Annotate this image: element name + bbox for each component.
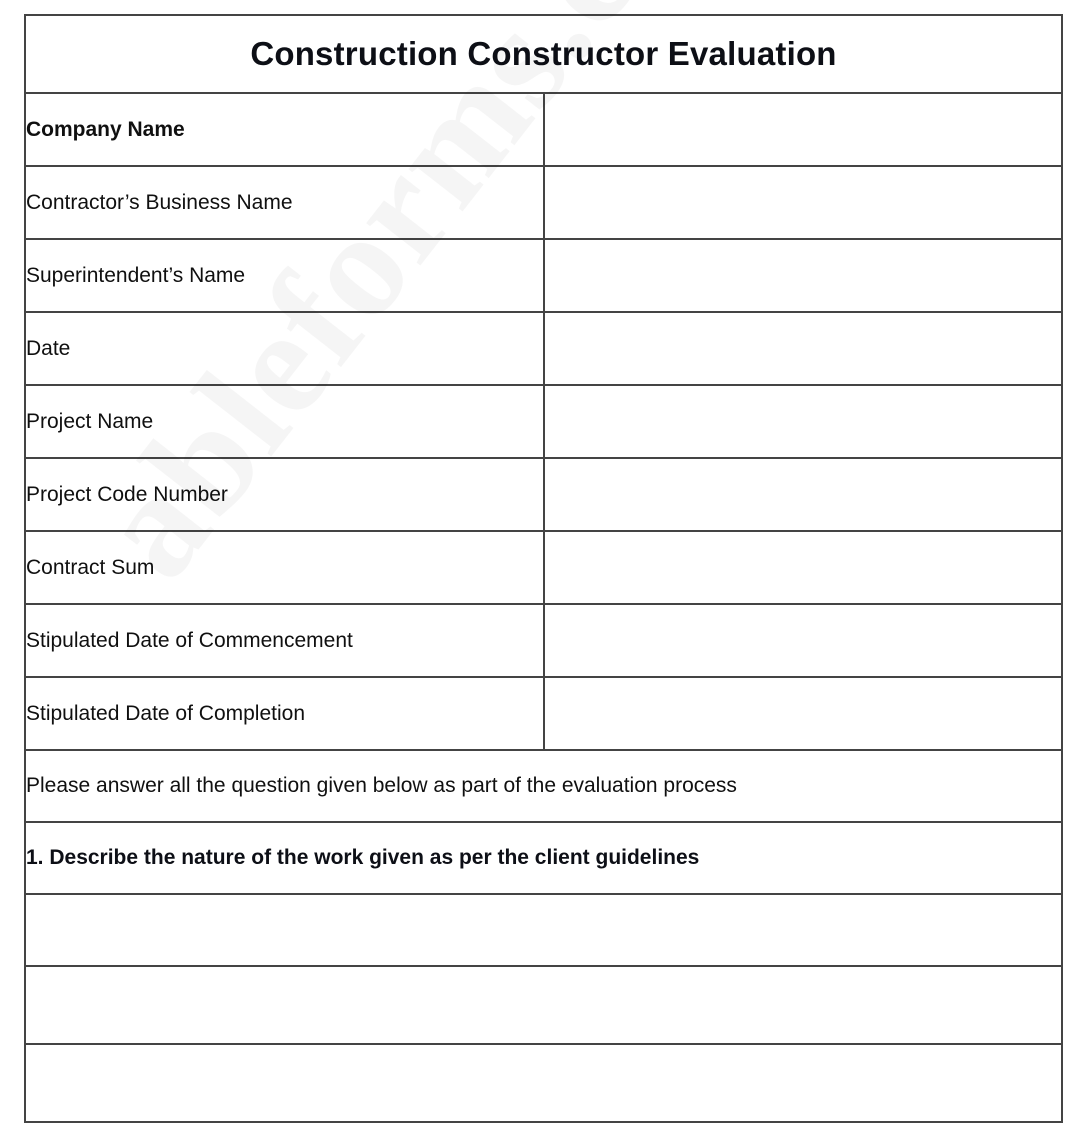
form-table bbox=[24, 14, 1063, 1123]
question-heading-cell-1 bbox=[25, 822, 1062, 894]
evaluation-form bbox=[24, 14, 1063, 1123]
question-row-1 bbox=[25, 822, 1062, 894]
field-label-project-name: Project Name bbox=[26, 409, 154, 433]
field-label-contractors-business-name: Contractor’s Business Name bbox=[26, 190, 293, 214]
field-row-superintendents-name bbox=[25, 239, 1062, 312]
answer-row-1-line-1 bbox=[25, 894, 1062, 966]
form-title-cell bbox=[25, 15, 1062, 93]
answer-row-1-line-2 bbox=[25, 966, 1062, 1044]
answer-input-1-line-2[interactable] bbox=[25, 966, 1062, 1044]
instruction-row bbox=[25, 750, 1062, 822]
page-title: Construction Constructor Evaluation bbox=[250, 34, 837, 72]
field-label-cell-contractors-business-name bbox=[25, 166, 544, 239]
field-row-contractors-business-name bbox=[25, 166, 1062, 239]
field-label-cell-project-name bbox=[25, 385, 544, 458]
field-input-date[interactable] bbox=[544, 312, 1063, 385]
field-input-contract-sum[interactable] bbox=[544, 531, 1063, 604]
form-table-body bbox=[25, 15, 1062, 1122]
field-label-superintendents-name: Superintendent’s Name bbox=[26, 263, 246, 287]
field-label-cell-superintendents-name bbox=[25, 239, 544, 312]
field-label-cell-stipulated-date-of-completion bbox=[25, 677, 544, 750]
field-label-date: Date bbox=[26, 336, 71, 360]
answer-row-1-line-3 bbox=[25, 1044, 1062, 1122]
field-label-cell-contract-sum bbox=[25, 531, 544, 604]
field-input-project-code-number[interactable] bbox=[544, 458, 1063, 531]
field-label-stipulated-date-of-completion: Stipulated Date of Completion bbox=[26, 701, 305, 725]
answer-input-1-line-1[interactable] bbox=[25, 894, 1062, 966]
question-heading-1: 1. Describe the nature of the work given as per the client guidelines bbox=[26, 846, 700, 870]
field-row-contract-sum bbox=[25, 531, 1062, 604]
field-row-stipulated-date-of-completion bbox=[25, 677, 1062, 750]
field-label-cell-project-code-number bbox=[25, 458, 544, 531]
field-input-company-name[interactable] bbox=[544, 93, 1063, 166]
field-label-contract-sum: Contract Sum bbox=[26, 555, 155, 579]
field-label-company-name: Company Name bbox=[26, 117, 185, 141]
field-input-stipulated-date-of-completion[interactable] bbox=[544, 677, 1063, 750]
field-row-date bbox=[25, 312, 1062, 385]
field-label-cell-date bbox=[25, 312, 544, 385]
field-input-contractors-business-name[interactable] bbox=[544, 166, 1063, 239]
title-row bbox=[25, 15, 1062, 93]
field-row-company-name bbox=[25, 93, 1062, 166]
field-input-project-name[interactable] bbox=[544, 385, 1063, 458]
instruction-cell bbox=[25, 750, 1062, 822]
field-label-cell-stipulated-date-of-commencement bbox=[25, 604, 544, 677]
answer-input-1-line-3[interactable] bbox=[25, 1044, 1062, 1122]
field-row-project-name bbox=[25, 385, 1062, 458]
field-input-stipulated-date-of-commencement[interactable] bbox=[544, 604, 1063, 677]
field-label-project-code-number: Project Code Number bbox=[26, 482, 228, 506]
field-row-project-code-number bbox=[25, 458, 1062, 531]
field-input-superintendents-name[interactable] bbox=[544, 239, 1063, 312]
field-label-cell-company-name bbox=[25, 93, 544, 166]
instruction-text: Please answer all the question given below as part of the evaluation process bbox=[26, 774, 737, 798]
field-row-stipulated-date-of-commencement bbox=[25, 604, 1062, 677]
field-label-stipulated-date-of-commencement: Stipulated Date of Commencement bbox=[26, 628, 353, 652]
